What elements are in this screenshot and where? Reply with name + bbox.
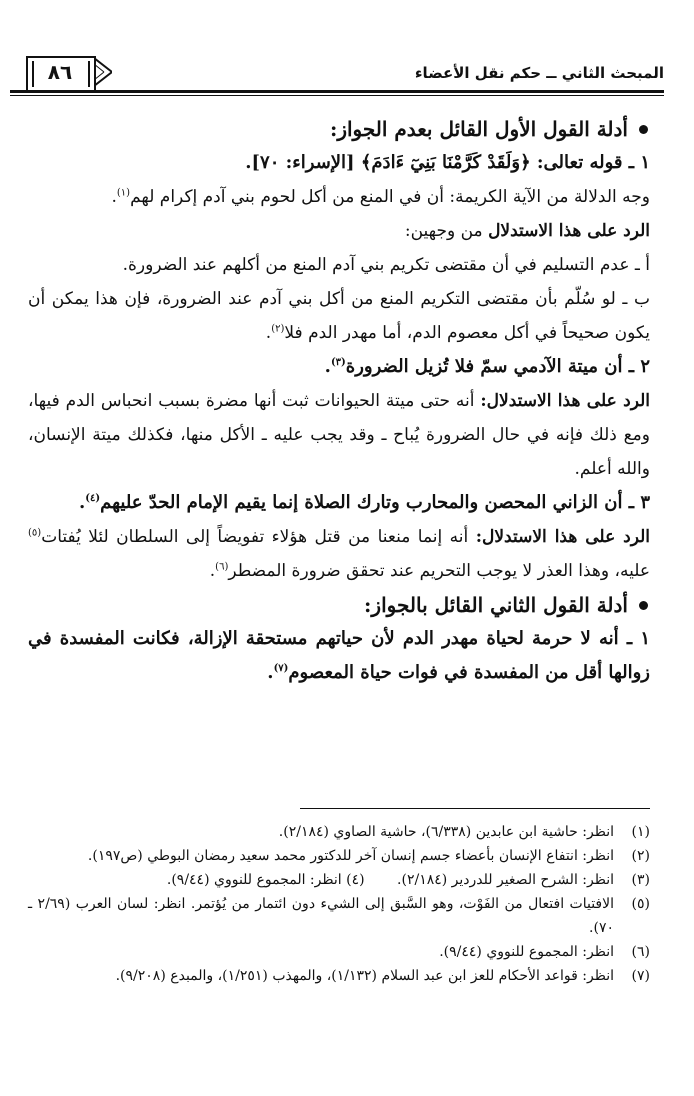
rebuttal-3: الرد على هذا الاستدلال: أنه إنما منعنا من قتل هؤلاء تفويضاً إلى السلطان لئلا يُفتات$^{(٥)}$ عليه، وهذا العذر لا يوجب التحريم عند تحقق ضرورة المضطر$^{(٦)}$. <box>28 527 651 581</box>
page-header <box>10 54 664 98</box>
footnote-item: (٦) انظر: المجموع للنووي (٩/٤٤). <box>439 944 650 960</box>
footnote-item: (٣) انظر: الشرح الصغير للدردير (٢/١٨٤). (٤) انظر: المجموع للنووي (٩/٤٤). <box>166 872 650 888</box>
evidence-3: ٣ ـ أن الزاني المحصن والمحارب وتارك الصلاة إنما يقيم الإمام الحدّ عليهم$^{(٤)}$. <box>79 492 650 513</box>
paragraph-indication: وجه الدلالة من الآية الكريمة: أن في المنع من أكل لحوم بني آدم إكرام لهم$^{(١)}$. <box>111 187 650 207</box>
footnotes <box>28 820 650 988</box>
rebuttal-1-point-a: أ ـ عدم التسليم في أن مقتضى تكريم بني آدم المنع من أكلهم عند الضرورة. <box>122 255 650 275</box>
rebuttal-1-point-b: ب ـ لو سُلّم بأن مقتضى التكريم المنع من أكل بني آدم عند الضرورة، فإن هذا يمكن أن يكون صحيحاً في أكل معصوم الدم، أما مهدر الدم فلا$^{(٢)}$. <box>28 289 650 343</box>
footnote-item: (٧) انظر: قواعد الأحكام للعز ابن عبد السلام (١/١٣٢)، والمهذب (١/٢٥١)، والمبدع (٩/٢٠٨). <box>115 968 650 984</box>
footnote-ref: (٣) <box>330 357 346 368</box>
footnote-item: (٢) انظر: انتفاع الإنسان بأعضاء جسم إنسان آخر للدكتور محمد سعيد رمضان البوطي (ص١٩٧). <box>87 848 650 864</box>
evidence-2: ٢ ـ أن ميتة الآدمي سمّ فلا تُزيل الضرورة$^{(٣)}$. <box>324 356 650 377</box>
page-number-box <box>16 54 112 92</box>
footnote-ref: (٧) <box>273 663 289 674</box>
page-number: ٨٦ <box>47 60 73 84</box>
evidence-1: ١ ـ قوله تعالى: ﴿وَلَقَدْ كَرَّمْنَا بَنِيٓ ءَادَمَ﴾ [الإسراء: ٧٠]. <box>245 152 650 173</box>
footnote-ref: (٦) <box>215 561 229 573</box>
rebuttal-2: الرد على هذا الاستدلال: أنه حتى ميتة الحيوانات ثبت أنها مضرة بسبب انحباس الدم فيها، ومع ذلك فإنه في حال الضرورة يُباح ـ وقد يجب عليه ـ الأكل منها، فكذلك ميتة الإنسان، والله أعلم. <box>28 391 650 479</box>
footnote-ref: (١) <box>116 187 131 199</box>
footnote-ref: (٤) <box>85 493 101 504</box>
header-rule-thin <box>10 95 664 96</box>
chapter-title: المبحث الثاني ــ حكم نقل الأعضاء <box>414 64 664 82</box>
footnote-item: (٥) الافتيات افتعال من الفَوْت، وهو السَّبق إلى الشيء دون ائتمار من يُؤتمر. انظر: لسان العرب (٢/٦٩ ـ ٧٠). <box>28 896 650 936</box>
rebuttal-1: الرد على هذا الاستدلال من وجهين: <box>404 221 650 241</box>
footnote-ref: (٢) <box>271 323 285 335</box>
footnote-item: (١) انظر: حاشية ابن عابدين (٦/٣٣٨)، حاشية الصاوي (٢/١٨٤). <box>278 824 650 840</box>
page-corner-ornament <box>94 58 112 86</box>
bullet-icon <box>639 125 648 134</box>
section-heading-first-opinion: أدلة القول الأول القائل بعدم الجواز: <box>28 112 650 146</box>
bullet-icon <box>639 601 648 610</box>
quran-verse: ﴿وَلَقَدْ كَرَّمْنَا بَنِيٓ ءَادَمَ﴾ <box>360 152 531 173</box>
footnote-ref: (٥) <box>28 527 42 539</box>
verse-reference: [الإسراء: ٧٠]. <box>245 152 355 173</box>
header-rule-thick <box>10 90 664 93</box>
main-text <box>28 112 650 690</box>
evidence-4: ١ ـ أنه لا حرمة لحياة مهدر الدم لأن حياتهم مستحقة الإزالة، فكانت المفسدة في زوالها أقل من المفسدة في فوات حياة المعصوم$^{(٧)}$. <box>28 628 650 683</box>
footnote-separator <box>300 808 650 809</box>
section-heading-second-opinion: أدلة القول الثاني القائل بالجواز: <box>28 588 650 622</box>
